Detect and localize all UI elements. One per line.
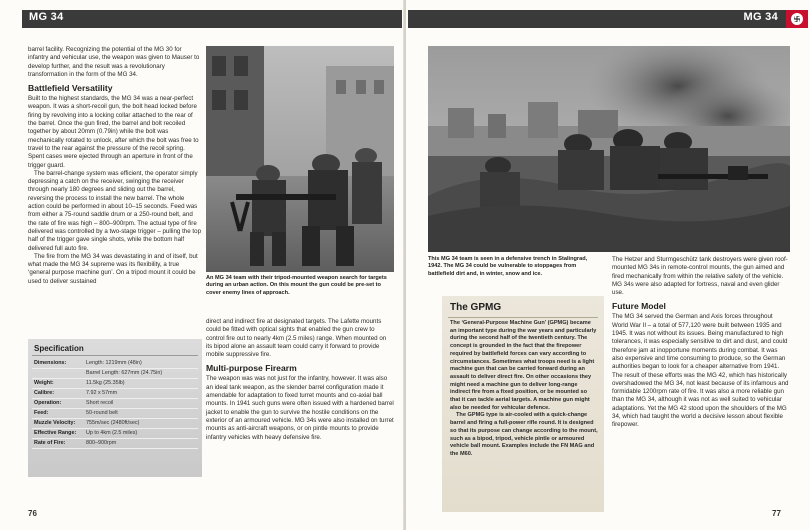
left-text-column-2	[206, 318, 394, 442]
specification-divider	[32, 355, 198, 356]
spec-value: 11.5kg (25.35lb)	[84, 379, 198, 389]
spec-row	[32, 369, 198, 379]
heading-future-model: Future Model	[612, 301, 666, 312]
stalingrad-caption: This MG 34 team is seen in a defensive trench in Stalingrad, 1942. The MG 34 could be vulnerable to stoppages from battlefield dirt and, in winter, snow and ice.	[428, 256, 588, 277]
flag-icon	[786, 10, 808, 28]
urban-action-photo-image	[206, 46, 394, 272]
spec-row	[32, 439, 198, 449]
versatility-paragraph-2: The barrel-change system was efficient, the operator simply depressing a catch on the receiver, swinging the receiver through nearly 180 degrees and sliding out the barrel, reversing the process to install the new barrel. The whole action could be performed in about 10–15 seconds. Feed was from either a 75-round saddle drum or a 250-round belt, and the rate of fire was high – 800–900rpm. The actual type of fire delivered was controlled by a two-stage trigger – pulling the top half of the trigger gave single shots, while the bottom half delivered full auto fire.	[28, 169, 202, 252]
versatility-paragraph-3: The fire from the MG 34 was devastating in and of itself, but what made the MG 34 supreme was its flexibility, a true ‘general purpose machine gun’. On a tripod mount it could be used to deliver sustained	[28, 252, 198, 285]
spec-row	[32, 399, 198, 409]
right-text-column	[612, 256, 790, 430]
gpmg-sidebar	[442, 296, 604, 512]
left-page-number: 76	[28, 509, 37, 518]
spec-value: Up to 4km (2.5 miles)	[84, 429, 198, 439]
right-header-bar	[408, 10, 786, 28]
stalingrad-trench-photo-image	[428, 46, 790, 252]
spec-value: 50-round belt	[84, 409, 198, 419]
spec-label: Weight:	[32, 379, 84, 389]
heading-multi-purpose-firearm: Multi-purpose Firearm	[206, 363, 297, 374]
tank-destroyer-paragraph: The Hetzer and Sturmgeschütz tank destroyers were given roof-mounted MG 34s in remote-control mounts, the gun aimed and fired mechanically from within the relative safety of the vehicle. MG 34s were also adapted for fortress, naval and even glider use.	[612, 256, 788, 297]
specification-title: Specification	[34, 344, 84, 353]
right-header-title: MG 34	[743, 11, 778, 23]
spec-value: 755m/sec (2480ft/sec)	[84, 419, 198, 429]
spec-row	[32, 419, 198, 429]
spec-label: Calibre:	[32, 389, 84, 399]
spec-row	[32, 429, 198, 439]
spec-value: 7.92 x 57mm	[84, 389, 198, 399]
spec-label: Operation:	[32, 399, 84, 409]
versatility-paragraph-1: Built to the highest standards, the MG 34 was a near-perfect weapon. It was a short-recoil gun, the bolt head locked before firing by revolving into a locking collar attached to the rear of the barrel. Once the gun fired, the barrel and bolt recoiled together by about 20mm (0.79in) while the bolt was mechanically rotated to unlock, after which the bolt was free to travel to the rear against the pressure of the recoil spring. Spent cases were ejected through an aperture in front of the trigger guard.	[28, 95, 199, 169]
lafette-paragraph: direct and indirect fire at designated targets. The Lafette mounts could be fitted with optical sights that enabled the gun crew to control fire out to nearly 4km (2.5 miles) range. When mounted on its bipod alone an assault team could carry it forward to provide mobile suppressive fire.	[206, 318, 387, 359]
flag-disc	[791, 13, 803, 25]
spec-label	[32, 369, 84, 379]
firearm-paragraph: The weapon was was not just for the infantry, however. It was also an ideal tank weapon, as the slender barrel configuration made it amendable for adaptation to fixed turret mounts and co-axial ball mounts. In 1941 such guns were often issued with a hardened barrel jacket to enable the gun to survive the hostile conditions on the exterior of an armoured vehicle. MG 34s were also installed on turret mounts as anti-aircraft weapons, or on pintle mounts to provide infantry vehicles with heavy defensive fire.	[206, 375, 394, 441]
left-text-column-1	[28, 46, 202, 286]
left-header-bar	[22, 10, 402, 28]
gpmg-divider	[448, 317, 598, 318]
left-header-title: MG 34	[29, 11, 64, 23]
stalingrad-trench-photo	[428, 46, 790, 252]
spec-label: Feed:	[32, 409, 84, 419]
spec-label: Effective Range:	[32, 429, 84, 439]
spec-row	[32, 359, 198, 369]
spec-value: Barrel Length: 627mm (24.75in)	[84, 369, 198, 379]
future-model-paragraph: The MG 34 served the German and Axis forces throughout World War II – a total of 577,120 were built between 1935 and 1945. It was not without its issues. Being manufactured to high tolerances, it was especially sensitive to dirt and dust, and could therefore jam at inopportune moments during combat. It was also expensive and time consuming to produce, so the German authorities began to look for a cheaper alternative from 1941. The result of these efforts was the MG 42, which has historically overshadowed the MG 34, not least because of its infamous and formidable 1200rpm rate of fire. It was also a more reliable gun than the MG 34, although it was not as well suited to vehicular adaptations. Yet the MG 42 stood upon the shoulders of the MG 34, which had taught the world a decisive lesson about flexible firepower.	[612, 313, 789, 429]
gpmg-body	[450, 320, 598, 459]
spec-value: Short recoil	[84, 399, 198, 409]
spec-row	[32, 409, 198, 419]
intro-paragraph: barrel facility. Recognizing the potential of the MG 30 for infantry and vehicular use, the weapon was given to Mauser to develop further, and the result was a revolutionary transformation in the form of the MG 34.	[28, 46, 200, 78]
heading-battlefield-versatility: Battlefield Versatility	[28, 83, 113, 94]
spec-label: Muzzle Velocity:	[32, 419, 84, 429]
spec-row	[32, 389, 198, 399]
specification-table	[32, 359, 198, 449]
spec-value: 800–900rpm	[84, 439, 198, 449]
urban-action-caption: An MG 34 team with their tripod-mounted weapon search for targets during an urban action. On this mount the gun could be pre-set to cover enemy lines of approach.	[206, 275, 387, 296]
gpmg-paragraph-2: The GPMG type is air-cooled with a quick-change barrel and firing a full-power rifle round. It is designed so that its purpose can change according to the mount, such as a bipod, tripod, vehicle pintle or armoured vehicle ball mount. Examples include the FN MAG and the M60.	[450, 412, 598, 457]
urban-action-photo	[206, 46, 394, 272]
spec-value: Length: 1219mm (48in)	[84, 359, 198, 369]
left-page	[0, 0, 404, 530]
spec-label: Rate of Fire:	[32, 439, 84, 449]
flag-emblem-icon	[794, 16, 800, 22]
gpmg-title: The GPMG	[450, 302, 502, 313]
right-page-number: 77	[772, 509, 781, 518]
spec-row	[32, 379, 198, 389]
specification-box	[28, 339, 202, 477]
spec-label: Dimensions:	[32, 359, 84, 369]
gpmg-paragraph-1: The ‘General-Purpose Machine Gun’ (GPMG) became an important type during the war years and particularly during the second half of the twentieth century. The concept is grounded in the fact that the firepower required by battlefield forces can vary according to circumstances. Sometimes what troops need is a light machine gun that can be carried forward during an assault to deliver direct fire. On other occasions they might need a machine gun to deliver long-range indirect fire from a fixed position, or be mounted so that it can tackle aerial targets. A machine gun might also be needed for vehicular defence.	[450, 320, 597, 411]
